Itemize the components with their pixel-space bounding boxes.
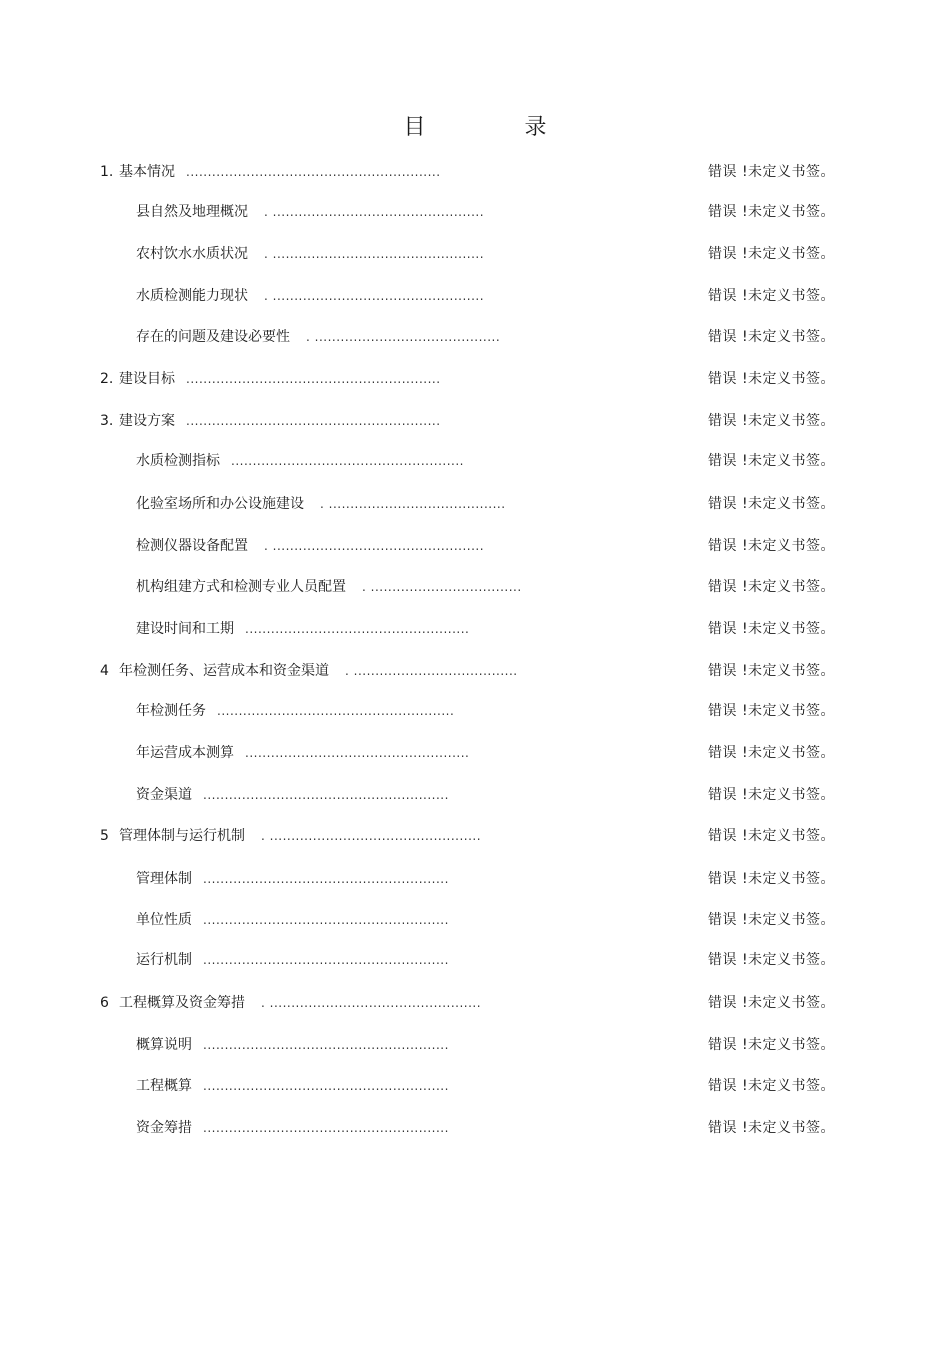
toc-entry-page-ref: 错误 !未定义书签。 xyxy=(708,663,836,679)
toc-entry[interactable] xyxy=(0,409,950,433)
toc-entry-label: 年检测任务、运营成本和资金渠道 xyxy=(119,663,329,679)
toc-entry-leader: . ................................... xyxy=(362,580,522,594)
toc-entry-label: 年运营成本测算 xyxy=(136,745,234,761)
toc-entry[interactable] xyxy=(0,824,950,848)
toc-entry-leader: .................................................... xyxy=(245,622,470,636)
toc-entry-leader: . ................................................. xyxy=(264,289,485,303)
toc-entry[interactable] xyxy=(0,1074,950,1098)
toc-entry[interactable] xyxy=(0,160,950,184)
toc-entry-label: 化验室场所和办公设施建设 xyxy=(136,496,304,512)
toc-entry-page-ref: 错误 !未定义书签。 xyxy=(708,538,836,554)
toc-entry-label: 概算说明 xyxy=(136,1037,192,1053)
toc-entry-label: 机构组建方式和检测专业人员配置 xyxy=(136,579,346,595)
toc-entry-leader: ......................................................... xyxy=(203,788,449,802)
toc-entry-label: 工程概算 xyxy=(136,1078,192,1094)
toc-entry-page-ref: 错误 !未定义书签。 xyxy=(708,912,836,928)
toc-entry-leader: . ...................................... xyxy=(345,664,518,678)
toc-entry-label: 工程概算及资金筹措 xyxy=(119,995,245,1011)
toc-entry-leader: . ........................................... xyxy=(306,330,501,344)
toc-entry-leader: .................................................... xyxy=(245,746,470,760)
toc-entry-leader: ......................................................... xyxy=(203,1121,449,1135)
toc-entry-leader: ........................................................... xyxy=(186,372,441,386)
toc-entry-page-ref: 错误 !未定义书签。 xyxy=(708,164,836,180)
toc-entry-page-ref: 错误 !未定义书签。 xyxy=(708,496,836,512)
toc-entry-label: 基本情况 xyxy=(119,164,175,180)
toc-entry[interactable] xyxy=(0,699,950,723)
toc-entry-label: 县自然及地理概况 xyxy=(136,204,248,220)
toc-entry-label: 运行机制 xyxy=(136,952,192,968)
toc-entry[interactable] xyxy=(0,783,950,807)
toc-entry-page-ref: 错误 !未定义书签。 xyxy=(708,1078,836,1094)
toc-entry-leader: ....................................................... xyxy=(217,704,455,718)
toc-entry-page-ref: 错误 !未定义书签。 xyxy=(708,995,836,1011)
toc-entry-page-ref: 错误 !未定义书签。 xyxy=(708,871,836,887)
toc-entry-label: 建设目标 xyxy=(119,371,175,387)
toc-entry-page-ref: 错误 !未定义书签。 xyxy=(708,745,836,761)
toc-entry[interactable] xyxy=(0,948,950,972)
toc-entry-leader: . ................................................. xyxy=(264,247,485,261)
toc-entry-page-ref: 错误 !未定义书签。 xyxy=(708,621,836,637)
toc-entry-label: 建设方案 xyxy=(119,413,175,429)
toc-title: 目 录 xyxy=(403,115,593,140)
toc-entry-leader: . ................................................. xyxy=(264,205,485,219)
toc-entry-page-ref: 错误 !未定义书签。 xyxy=(708,828,836,844)
toc-entry-leader: . ................................................. xyxy=(261,829,482,843)
toc-entry-page-ref: 错误 !未定义书签。 xyxy=(708,246,836,262)
toc-entry-page-ref: 错误 !未定义书签。 xyxy=(708,288,836,304)
toc-entry-label: 管理体制与运行机制 xyxy=(119,828,245,844)
toc-entry-number: 2. xyxy=(100,371,114,387)
toc-entry-leader: ......................................................... xyxy=(203,953,449,967)
toc-entry-label: 年检测任务 xyxy=(136,703,206,719)
toc-entry-number: 5 xyxy=(100,828,109,844)
toc-entry-leader: . ................................................. xyxy=(264,539,485,553)
toc-entry-leader: . ................................................. xyxy=(261,996,482,1010)
toc-entry-label: 检测仪器设备配置 xyxy=(136,538,248,554)
toc-entry-label: 管理体制 xyxy=(136,871,192,887)
toc-entry-label: 资金渠道 xyxy=(136,787,192,803)
toc-entry-label: 农村饮水水质状况 xyxy=(136,246,248,262)
toc-entry-page-ref: 错误 !未定义书签。 xyxy=(708,579,836,595)
toc-entry-page-ref: 错误 !未定义书签。 xyxy=(708,371,836,387)
toc-entry-number: 3. xyxy=(100,413,114,429)
toc-entry-leader: ......................................................... xyxy=(203,1079,449,1093)
toc-entry[interactable] xyxy=(0,200,950,224)
toc-entry-number: 4 xyxy=(100,663,109,679)
toc-entry[interactable] xyxy=(0,284,950,308)
toc-entry-page-ref: 错误 !未定义书签。 xyxy=(708,413,836,429)
toc-entry-leader: ......................................................... xyxy=(203,872,449,886)
toc-entry-label: 水质检测指标 xyxy=(136,453,220,469)
toc-entry[interactable] xyxy=(0,867,950,891)
toc-entry-leader: ......................................................... xyxy=(203,913,449,927)
toc-entry-page-ref: 错误 !未定义书签。 xyxy=(708,1037,836,1053)
toc-entry[interactable] xyxy=(0,659,950,683)
toc-entry-label: 存在的问题及建设必要性 xyxy=(136,329,290,345)
toc-entry-page-ref: 错误 !未定义书签。 xyxy=(708,1120,836,1136)
toc-entry-page-ref: 错误 !未定义书签。 xyxy=(708,204,836,220)
toc-entry-page-ref: 错误 !未定义书签。 xyxy=(708,787,836,803)
toc-entry[interactable] xyxy=(0,741,950,765)
toc-entry[interactable] xyxy=(0,534,950,558)
toc-entry[interactable] xyxy=(0,449,950,473)
toc-entry-leader: . ......................................... xyxy=(320,497,506,511)
toc-entry[interactable] xyxy=(0,575,950,599)
toc-entry-number: 6 xyxy=(100,995,109,1011)
toc-entry-leader: ......................................................... xyxy=(203,1038,449,1052)
toc-entry[interactable] xyxy=(0,242,950,266)
toc-entry-label: 水质检测能力现状 xyxy=(136,288,248,304)
toc-entry-leader: ...................................................... xyxy=(231,454,464,468)
toc-entry-page-ref: 错误 !未定义书签。 xyxy=(708,703,836,719)
toc-entry[interactable] xyxy=(0,367,950,391)
toc-entry[interactable] xyxy=(0,991,950,1015)
toc-entry[interactable] xyxy=(0,1033,950,1057)
toc-entry-label: 建设时间和工期 xyxy=(136,621,234,637)
toc-entry[interactable] xyxy=(0,325,950,349)
toc-entry-leader: ........................................................... xyxy=(186,414,441,428)
toc-entry[interactable] xyxy=(0,1116,950,1140)
toc-entry-leader: ........................................................... xyxy=(186,165,441,179)
toc-entry-number: 1. xyxy=(100,164,114,180)
toc-entry[interactable] xyxy=(0,908,950,932)
toc-entry[interactable] xyxy=(0,617,950,641)
toc-entry-page-ref: 错误 !未定义书签。 xyxy=(708,453,836,469)
toc-entry-label: 单位性质 xyxy=(136,912,192,928)
toc-entry-page-ref: 错误 !未定义书签。 xyxy=(708,329,836,345)
toc-entry[interactable] xyxy=(0,492,950,516)
toc-entry-label: 资金筹措 xyxy=(136,1120,192,1136)
toc-entry-page-ref: 错误 !未定义书签。 xyxy=(708,952,836,968)
